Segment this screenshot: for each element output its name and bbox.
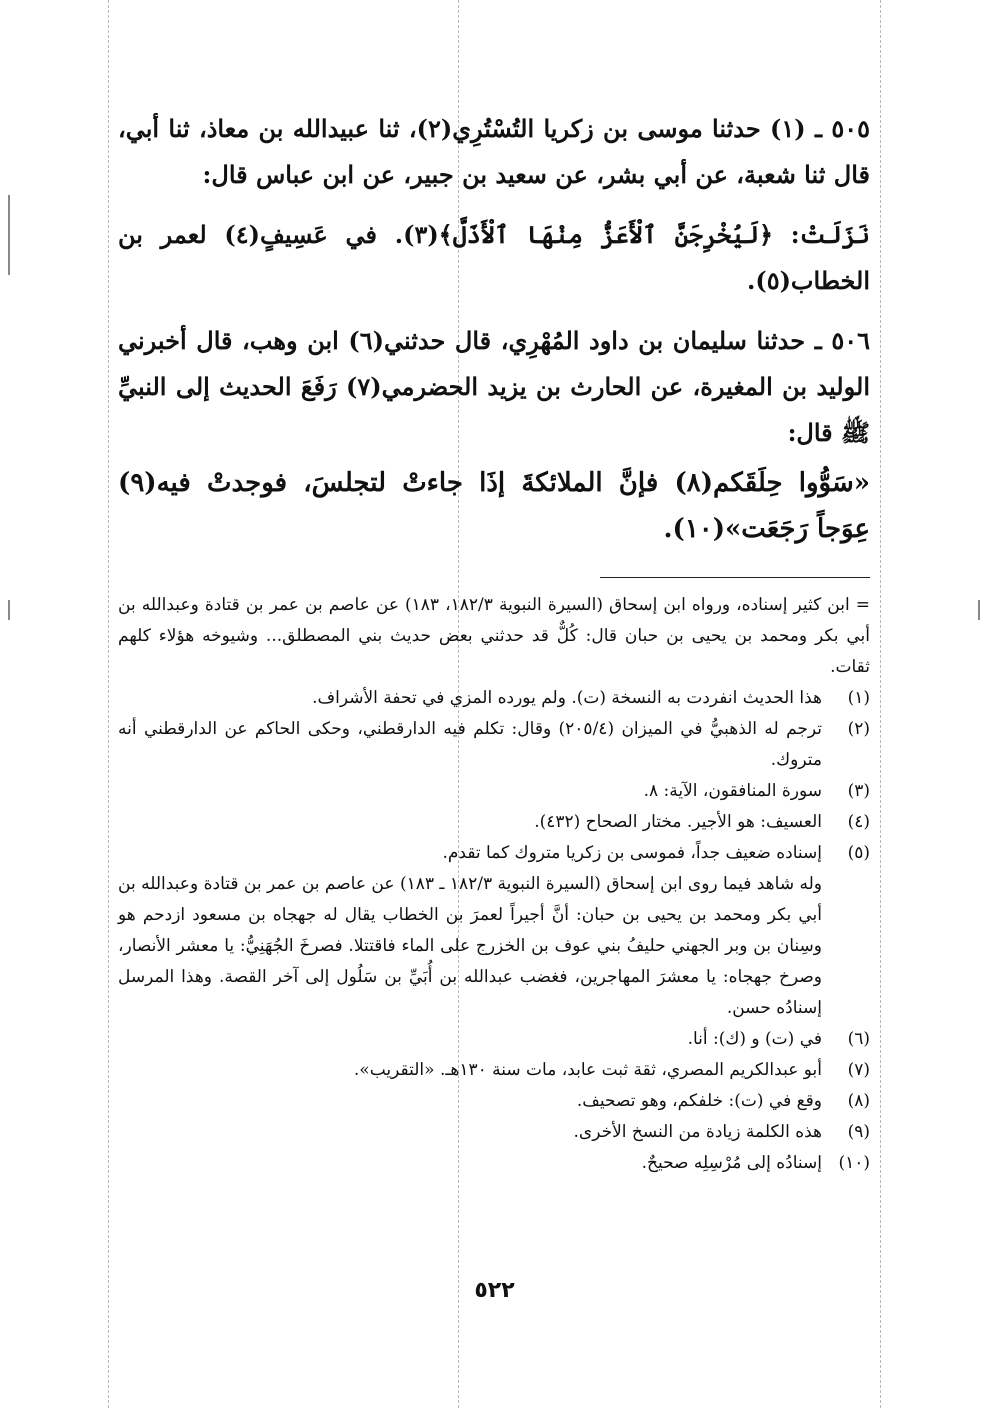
footnote-item — [118, 776, 870, 807]
hadith-506-chain — [118, 318, 870, 456]
footnote-text: في (ت) و (ك): أنا. — [687, 1029, 822, 1049]
page-number: ٥٢٢ — [474, 1278, 515, 1303]
footnote-item — [118, 807, 870, 838]
footnote-5-continuation: وله شاهد فيما روى ابن إسحاق (السيرة النبوية ١٨٢/٣ ـ ١٨٣) عن عاصم بن عمر بن قتادة وعبدالله بن أبي بكر ومحمد بن يحيى بن حبان: أنَّ أجيراً لعمرَ بن الخطاب يقال له جهجاه بن مسعود ازدحم هو وسِنان بن وبر الجهني حليفُ بني عوف بن الخزرج على الماء فاقتتلا. فصرخَ الجُهَنِيُّ: يا معشر الأنصار، وصرخ جهجاه: يا معشرَ المهاجرين، فغضب عبدالله بن أُبَيِّ بن سَلُول إلى آخر القصة. وهذا المرسل إسنادُه حسن. — [118, 874, 823, 1018]
hadith-505-text: ٥٠٥ ـ (١) حدثنا موسى بن زكريا التُسْتُرِي(٢)، ثنا عبيدالله بن معاذ، ثنا أبي، قال ثنا شعبة، عن أبي بشر، عن سعيد بن جبير، عن ابن عباس قال: — [118, 114, 871, 189]
footnote-number: (٥) — [847, 843, 870, 863]
hadith-506-text: ٥٠٦ ـ حدثنا سليمان بن داود المُهْرِي، قال حدثني(٦) ابن وهب، قال أخبرني الوليد بن المغيرة، عن الحارث بن يزيد الحضرمي(٧) رَفَعَ الحديث إلى النبيِّ ﷺ قال: — [118, 326, 870, 447]
footnote-text: إسناده ضعيف جداً، فموسى بن زكريا متروك كما تقدم. — [442, 843, 822, 863]
footnote-text: العسيف: هو الأجير. مختار الصحاح (٤٣٢). — [534, 812, 822, 832]
footnote-number: (٦) — [847, 1029, 870, 1049]
footnote-number: (٩) — [847, 1122, 870, 1142]
footnote-number: (٨) — [847, 1091, 870, 1111]
hadith-505-matn — [118, 212, 870, 304]
footnote-carryover: = ابن كثير إسناده، ورواه ابن إسحاق (السيرة النبوية ١٨٢/٣، ١٨٣) عن عاصم بن عمر بن قتادة وعبدالله بن أبي بكر ومحمد بن يحيى بن حبان قال: كُلٌّ قد حدثني بعض حديث بني المصطلق... وشيوخه هؤلاء كلهم ثقات. — [118, 595, 871, 677]
scan-edge-mark — [978, 600, 980, 620]
footnote-text: سورة المنافقون، الآية: ٨. — [643, 781, 822, 801]
footnote-number: (٣) — [847, 781, 870, 801]
scan-artifact-line — [108, 0, 109, 1408]
hadith-506-quote: «سَوُّوا حِلَقَكم(٨) فإنَّ الملائكةَ إذَا جاءتْ لتجلسَ، فوجدتْ فيه(٩) عِوَجاً رَجَعَت»(١٠). — [118, 468, 871, 544]
scan-artifact-line — [880, 0, 881, 1408]
footnote-text: هذا الحديث انفردت به النسخة (ت). ولم يورده المزي في تحفة الأشراف. — [312, 688, 822, 708]
footnote-text: هذه الكلمة زيادة من النسخ الأخرى. — [573, 1122, 822, 1142]
footnote-item — [118, 1086, 870, 1117]
footnote-item — [118, 714, 870, 776]
hadith-505-chain — [118, 106, 870, 198]
footnote-item — [118, 838, 870, 869]
footnote-item — [118, 683, 870, 714]
footnote-item — [118, 1055, 870, 1086]
footnotes — [118, 590, 870, 1179]
footnote-number: (١٠) — [838, 1153, 870, 1173]
footnote-item — [118, 1148, 870, 1179]
footnote-item — [118, 1117, 870, 1148]
hadith-505-quote: نَزَلَتْ: ﴿لَيُخْرِجَنَّ ٱلْأَعَزُّ مِنْهَا ٱلْأَذَلَّ﴾(٣). في عَسِيفٍ(٤) لعمر بن الخطاب(٥). — [118, 220, 870, 295]
footnote-text: أبو عبدالكريم المصري، ثقة ثبت عابد، مات سنة ١٣٠هـ. «التقريب». — [353, 1060, 822, 1080]
footnote-number: (٧) — [847, 1060, 870, 1080]
hadith-506-matn — [118, 460, 870, 552]
footnote-number: (٤) — [847, 812, 870, 832]
footnote-item — [118, 1024, 870, 1055]
footnote-text: إسنادُه إلى مُرْسِلِه صحيحٌ. — [641, 1153, 822, 1173]
footnote-number: (١) — [847, 688, 870, 708]
footnote-separator — [600, 577, 870, 578]
footnote-number: (٢) — [847, 719, 870, 739]
footnote-text: ترجم له الذهبيُّ في الميزان (٢٠٥/٤) وقال: تكلم فيه الدارقطني، وحكى الحاكم عن الدارقطني أنه متروك. — [118, 719, 823, 770]
footnote-text: وقع في (ت): خلفكم، وهو تصحيف. — [576, 1091, 822, 1111]
scan-edge-mark — [8, 600, 10, 620]
scan-edge-mark — [8, 195, 10, 275]
